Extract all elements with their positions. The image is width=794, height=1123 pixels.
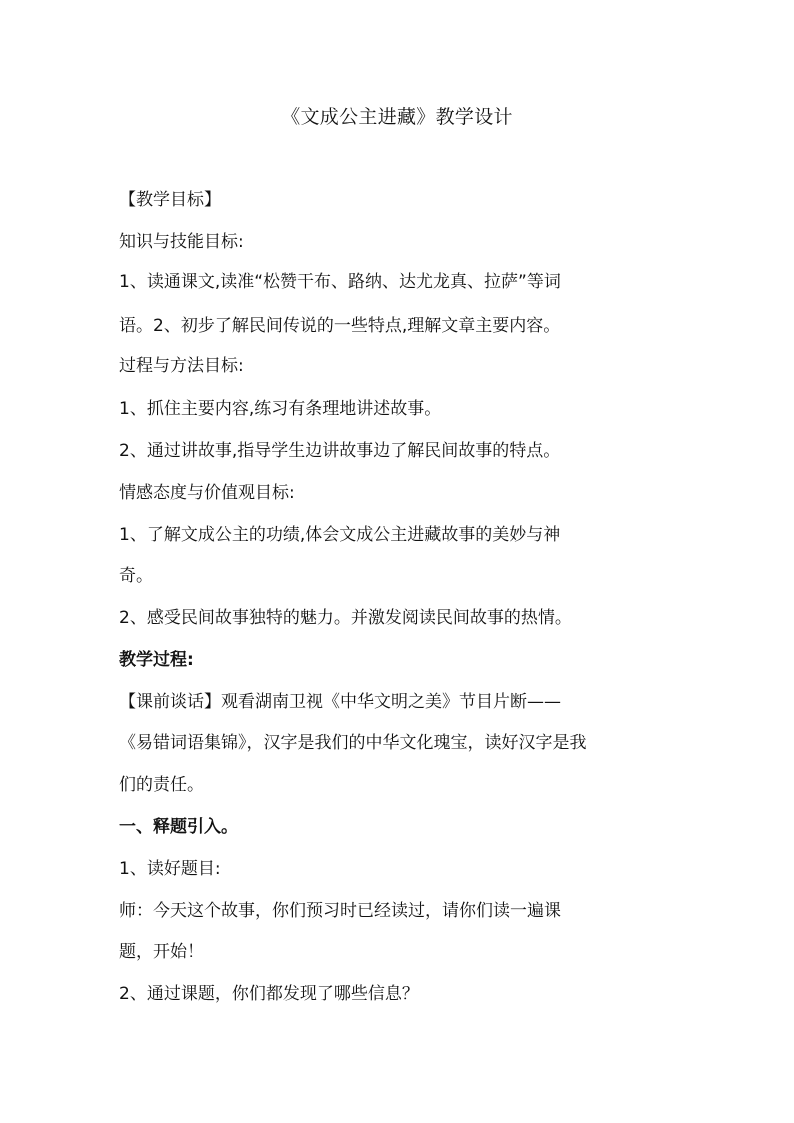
paragraph-line: 1、抓住主要内容,练习有条理地讲述故事。 xyxy=(119,399,442,419)
subheading-process-method-goals: 过程与方法目标: xyxy=(119,356,244,376)
paragraph-line: 师：今天这个故事，你们预习时已经读过，请你们读一遍课 xyxy=(119,901,561,921)
paragraph-line: 2、通过课题，你们都发现了哪些信息？ xyxy=(119,984,419,1004)
paragraph-line: 奇。 xyxy=(119,566,153,586)
paragraph-line: 语。2、初步了解民间传说的一些特点,理解文章主要内容。 xyxy=(119,316,561,336)
section-heading-teaching-goals: 【教学目标】 xyxy=(119,190,221,210)
paragraph-line: 2、感受民间故事独特的魅力。并激发阅读民间故事的热情。 xyxy=(119,608,572,628)
paragraph-line: 2、通过讲故事,指导学生边讲故事边了解民间故事的特点。 xyxy=(119,441,561,461)
paragraph-line: 《易错词语集锦》，汉字是我们的中华文化瑰宝，读好汉字是我 xyxy=(119,733,587,753)
paragraph-line: 1、读好题目: xyxy=(119,859,221,879)
section-heading-intro: 一、释题引入。 xyxy=(119,817,238,837)
paragraph-line: 【课前谈话】观看湖南卫视《中华文明之美》节目片断—— xyxy=(119,692,561,712)
subheading-emotion-value-goals: 情感态度与价值观目标: xyxy=(119,483,295,503)
paragraph-line: 题，开始！ xyxy=(119,942,204,962)
paragraph-line: 1、了解文成公主的功绩,体会文成公主进藏故事的美妙与神 xyxy=(119,525,561,545)
paragraph-line: 们的责任。 xyxy=(119,775,204,795)
subheading-knowledge-skill-goals: 知识与技能目标: xyxy=(119,232,244,252)
section-heading-teaching-process: 教学过程: xyxy=(119,650,194,670)
paragraph-line: 1、读通课文,读准“松赞干布、路纳、达尤龙真、拉萨”等词 xyxy=(119,272,561,292)
document-title: 《文成公主进藏》教学设计 xyxy=(281,106,513,128)
